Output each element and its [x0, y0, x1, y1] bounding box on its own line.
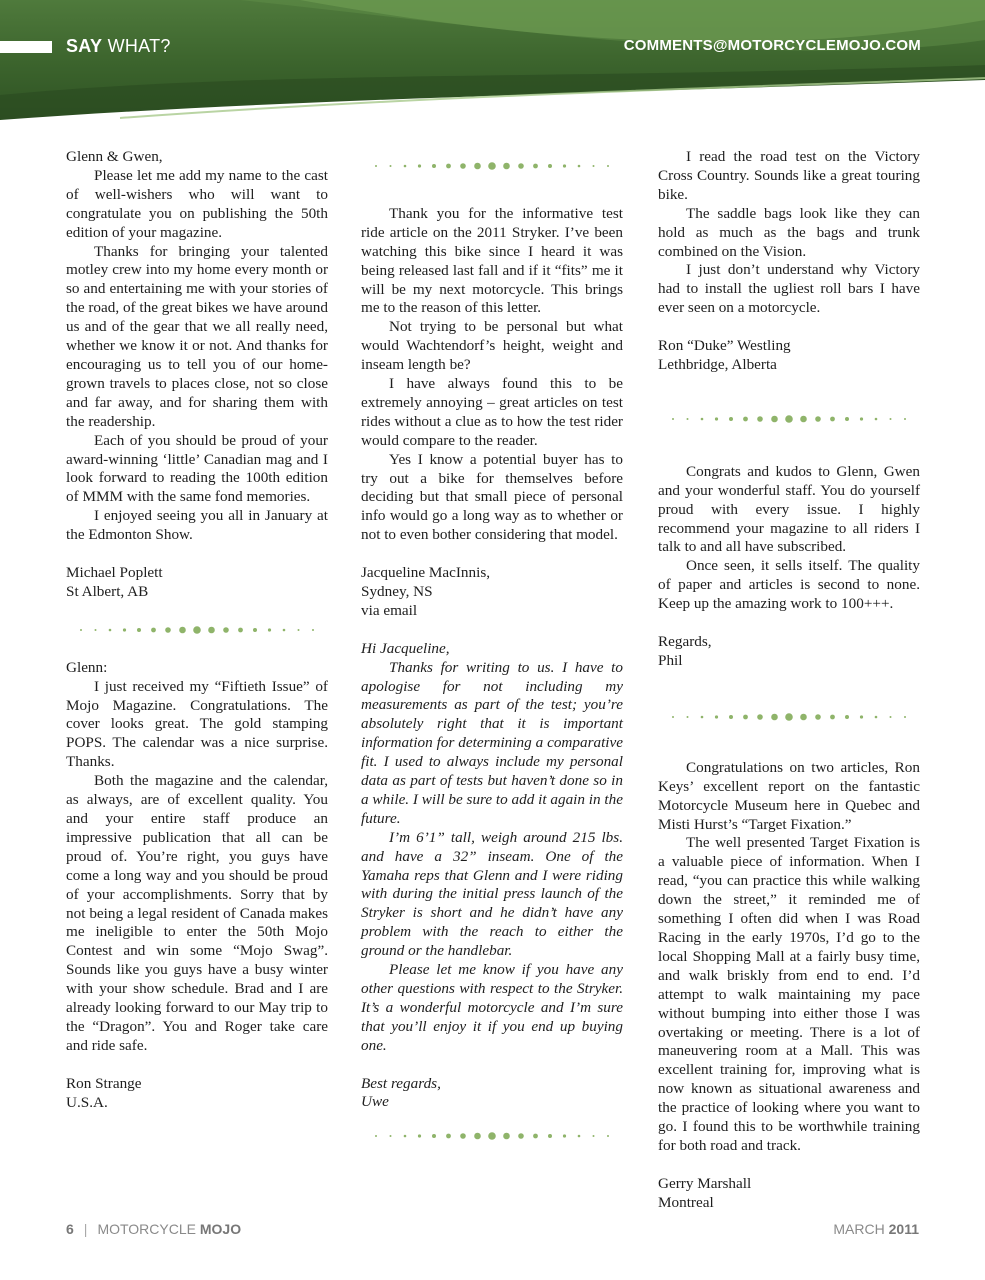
divider-dot — [701, 716, 704, 719]
divider-dot — [404, 1135, 407, 1138]
divider-dot — [179, 626, 186, 633]
divider-dot — [904, 418, 906, 420]
divider-dot — [860, 715, 863, 718]
divider-dot — [800, 714, 807, 721]
letter-paragraph: Please let me add my name to the cast of well-wishers who will want to congratulate you on publishing the 50th edition of your magazine. — [66, 166, 328, 241]
divider-dot — [672, 716, 674, 718]
letter-paragraph: Not trying to be personal but what would Wachtendorf’s height, weight and inseam length be? — [361, 318, 623, 374]
divider-dot — [503, 163, 510, 170]
divider-dot — [474, 1133, 481, 1140]
divider-dot — [743, 416, 748, 421]
issue-date: MARCH 2011 — [833, 1221, 919, 1237]
publication-name: MOTORCYCLE MOJO — [97, 1221, 242, 1237]
page-number: 6 — [66, 1221, 74, 1237]
divider-dot — [890, 716, 892, 718]
divider-dot — [418, 1135, 421, 1138]
page-header — [0, 0, 985, 120]
letter-author: Ron “Duke” Westling — [658, 337, 791, 355]
divider-dot — [890, 418, 892, 420]
divider-dot — [593, 165, 595, 167]
divider-dot — [95, 629, 97, 631]
divider-dot — [488, 162, 496, 170]
divider-dot — [238, 627, 243, 632]
divider-dot — [518, 163, 524, 169]
letter-paragraph: I have always found this to be extremely annoying – great articles on test rides without a clue as to how the test rider would compare to the reader. — [361, 375, 623, 449]
divider-dot — [253, 628, 257, 632]
comments-email[interactable]: COMMENTS@MOTORCYCLEMOJO.COM — [623, 37, 921, 54]
divider-dot — [109, 628, 112, 631]
divider-dot — [460, 1134, 466, 1140]
divider-dot — [375, 1135, 377, 1137]
dot-divider — [361, 1112, 623, 1152]
divider-dot — [518, 1134, 524, 1140]
divider-dot — [771, 416, 778, 423]
letter-location: St Albert, AB — [66, 582, 149, 600]
letter-paragraph: I read the road test on the Victory Cross Country. Sounds like a great touring bike. — [658, 148, 920, 203]
header-swoosh-graphic — [0, 0, 985, 120]
divider-dot — [533, 1134, 538, 1139]
divider-dot — [533, 164, 538, 169]
letter-paragraph: Each of you should be proud of your award-winning ‘little’ Canadian mag and I look forward to reading the 100th edition of MMM with the same fond memories. — [66, 431, 328, 506]
divider-dot — [283, 628, 286, 631]
letter-author: Michael Poplett — [66, 563, 163, 581]
letter-poplett — [66, 148, 328, 602]
divider-dot — [165, 627, 171, 633]
divider-dot — [729, 417, 733, 421]
divider-dot — [460, 163, 466, 169]
header-accent-bar — [0, 41, 52, 53]
divider-dot — [785, 415, 793, 423]
dot-divider — [361, 148, 623, 186]
letter-paragraph: I enjoyed seeing you all in January at the Edmonton Show. — [66, 507, 328, 544]
divider-dot — [404, 165, 407, 168]
letter-phil — [658, 463, 920, 671]
divider-dot — [223, 627, 229, 633]
divider-dot — [548, 164, 552, 168]
letter-location: Lethbridge, Alberta — [658, 355, 777, 373]
divider-dot — [904, 716, 906, 718]
letter-westling — [658, 148, 920, 375]
divider-dot — [312, 629, 314, 631]
letter-location: Montreal — [658, 1193, 714, 1211]
divider-dot — [446, 1134, 451, 1139]
letter-author: Gerry Marshall — [658, 1174, 752, 1192]
footer-left — [66, 1221, 241, 1237]
letter-paragraph: Thanks for bringing your talented motley crew into my home every month or so and entertaining me with your stories of the road, of the great bikes we have around us and of the gear that we all really need, whether we know it or not. And thanks for encouraging us to tell you of our home-grown travels to places close, not so close and far away, and for sharing them with the readership. — [66, 242, 328, 430]
divider-dot — [701, 418, 704, 421]
divider-dot — [432, 164, 436, 168]
divider-dot — [875, 418, 878, 421]
divider-dot — [488, 1133, 496, 1141]
letter-closing: Regards, — [658, 633, 712, 650]
divider-dot — [815, 416, 821, 422]
column-left — [66, 148, 328, 1112]
divider-dot — [298, 629, 300, 631]
reply-author: Uwe — [361, 1093, 389, 1111]
letter-paragraph: The saddle bags look like they can hold as much as the bags and trunk combined on the Vision. — [658, 204, 920, 260]
letter-author: Jacqueline MacInnis, — [361, 564, 491, 582]
divider-dot — [815, 714, 821, 720]
editor-reply — [361, 640, 623, 1113]
letter-paragraph: I just don’t understand why Victory had to install the ugliest roll bars I have ever seen on a motorcycle. — [658, 261, 920, 317]
divider-dot — [743, 714, 748, 719]
divider-dot — [390, 1135, 392, 1137]
divider-dot — [593, 1135, 595, 1137]
letter-paragraph: Once seen, it sells itself. The quality of paper and articles is second to none. Keep up the amazing work to 100+++. — [658, 557, 920, 613]
divider-dot — [757, 714, 763, 720]
divider-dot — [771, 714, 778, 721]
column-middle — [361, 148, 623, 1152]
divider-dot — [715, 715, 718, 718]
divider-dot — [687, 418, 689, 420]
divider-dot — [137, 628, 141, 632]
letter-paragraph: Yes I know a potential buyer has to try out a bike for themselves before deciding but that small piece of personal info would go a long way as to whether or not to even bother considering that model. — [361, 450, 623, 544]
divider-dot — [432, 1134, 436, 1138]
reply-paragraph: Please let me know if you have any other questions with respect to the Stryker. It’s a wonderful motorcycle and I’m sure that you’ll enjoy it if you end up buying one. — [361, 961, 623, 1054]
letter-via: via email — [361, 601, 418, 619]
letter-salutation: Glenn: — [66, 658, 108, 676]
divider-dot — [268, 628, 271, 631]
divider-dot — [845, 417, 849, 421]
divider-dot — [578, 1135, 581, 1138]
dot-divider — [66, 602, 328, 659]
divider-dot — [875, 716, 878, 719]
divider-dot — [607, 165, 609, 167]
divider-dot — [830, 714, 835, 719]
divider-dot — [830, 416, 835, 421]
letter-paragraph: The well presented Target Fixation is a valuable piece of information. When I read, “you can practice this while walking down the street,” it reminded me of something I often did when I was Road Racing in the early 1970s, I’d go to the local Shopping Mall at a fairly busy time, and walk briskly from end to end. I’d attempt to walk maintaining my pace without bumping into either those I was overtaking or meeting. There is a lot of maneuvering room at a Mall. This was excellent training for, improving what is now known as situational awareness and the practice of looking where you want to go. I found this to be worthwhile training for both road and track. — [658, 834, 920, 1154]
divider-dot — [785, 713, 793, 721]
divider-dot — [563, 1135, 566, 1138]
dot-divider — [658, 375, 920, 463]
letter-paragraph: Congrats and kudos to Glenn, Gwen and your wonderful staff. You do yourself proud with every issue. I highly recommend your magazine to all riders I talk to and all have subscribed. — [658, 462, 920, 556]
divider-dot — [123, 628, 126, 631]
reply-paragraph: Thanks for writing to us. I have to apologise for not including my measurements as part of the test; you’re absolutely right that it is important information for determining a comparative fit. I used to always include my personal data as part of tests but haven’t done so in a while. I will be sure to add it again in the future. — [361, 658, 623, 827]
letter-author: Ron Strange — [66, 1074, 142, 1092]
reply-salutation: Hi Jacqueline, — [361, 639, 450, 657]
divider-dot — [474, 163, 481, 170]
divider-dot — [80, 629, 82, 631]
divider-dot — [548, 1134, 552, 1138]
divider-dot — [845, 715, 849, 719]
divider-dot — [390, 165, 392, 167]
divider-dot — [418, 164, 421, 167]
letter-location: Sydney, NS — [361, 583, 433, 600]
letter-marshall — [658, 759, 920, 1213]
letter-paragraph: I just received my “Fiftieth Issue” of Mojo Magazine. Congratulations. The cover looks great. The gold stamping POPS. The calendar was a nice surprise. Thanks. — [66, 677, 328, 771]
letter-location: U.S.A. — [66, 1093, 108, 1111]
divider-dot — [151, 627, 156, 632]
letter-paragraph: Congratulations on two articles, Ron Keys’ excellent report on the fantastic Motorcycle Museum here in Quebec and Misti Hurst’s “Target Fixation.” — [658, 758, 920, 833]
dot-divider — [658, 671, 920, 759]
divider-dot — [446, 164, 451, 169]
letter-strange — [66, 659, 328, 1113]
divider-dot — [672, 418, 674, 420]
section-title: SAY WHAT? — [66, 36, 171, 56]
divider-dot — [800, 416, 807, 423]
divider-dot — [715, 417, 718, 420]
letter-salutation: Glenn & Gwen, — [66, 148, 163, 165]
divider-dot — [563, 164, 566, 167]
reply-closing: Best regards, — [361, 1074, 441, 1092]
letter-paragraph: Thank you for the informative test ride article on the 2011 Stryker. I’ve been watching this bike since I heard it was being released last fall and if it “fits” me it will be my next motorcycle. This brings me to the reason of this letter. — [361, 204, 623, 317]
letter-author: Phil — [658, 651, 683, 669]
letter-macinnis — [361, 205, 623, 621]
reply-paragraph: I’m 6’1” tall, weigh around 215 lbs. and have a 32” inseam. One of the Yamaha reps that Glenn and I were riding with during the initial press launch of the Stryker is short and he didn’t have any problem with the reach to either the ground or the handlebar. — [361, 828, 623, 960]
divider-dot — [860, 417, 863, 420]
divider-dot — [578, 165, 581, 168]
divider-dot — [208, 626, 215, 633]
divider-dot — [607, 1135, 609, 1137]
divider-dot — [729, 715, 733, 719]
column-right — [658, 148, 920, 1213]
divider-dot — [503, 1133, 510, 1140]
divider-dot — [375, 165, 377, 167]
letter-paragraph: Both the magazine and the calendar, as always, are of excellent quality. You and your entire staff produce an impressive publication that all can be proud of. You’re right, you guys have come a long way and you should be proud of your accomplishments. Sorry that by not being a legal resident of Canada makes me ineligible to enter the 50th Mojo Contest and win some “Mojo Swag”. Sounds like you guys have a busy winter with your show schedule. Brad and I are already looking forward to our May trip to the “Dragon”. You and Roger take care and ride safe. — [66, 772, 328, 1054]
divider-dot — [687, 716, 689, 718]
divider-dot — [193, 626, 201, 634]
divider-dot — [757, 416, 763, 422]
footer-separator: | — [83, 1221, 88, 1237]
